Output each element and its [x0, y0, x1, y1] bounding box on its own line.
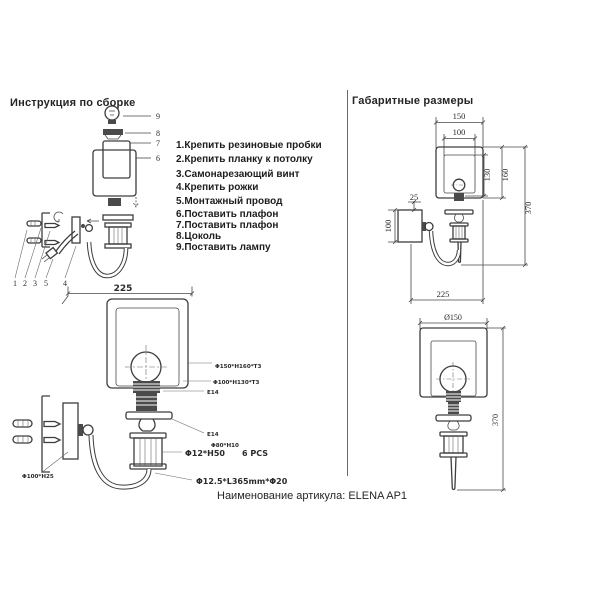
- side-wall-plate: [398, 210, 422, 242]
- side-socket: [454, 193, 464, 201]
- rotate-arrow-icon: [54, 212, 63, 222]
- step-3: 3.Самонарезающий винт: [176, 168, 300, 180]
- article-name: Наименование артикула: ELENA AP1: [217, 490, 408, 502]
- label-arm: Φ12.5*L365mm*Φ20: [196, 477, 288, 486]
- label-disc: Φ80*H10: [211, 443, 239, 449]
- down-arrow-icon: [134, 197, 139, 207]
- detail-bracket: [42, 396, 50, 472]
- sleeve-body: [134, 438, 162, 466]
- dim-dia150: Ø150: [444, 313, 462, 322]
- dim-225-detail: 225: [113, 284, 133, 294]
- inner-shade: [103, 141, 130, 178]
- left-arrow-icon: [87, 219, 99, 223]
- section-divider: [347, 90, 348, 476]
- detail-screws: [44, 422, 60, 443]
- detail-wall-plate: [63, 403, 78, 459]
- side-plate: [445, 210, 473, 214]
- mounting-bar: [42, 213, 50, 247]
- callout-5: 5: [44, 279, 48, 288]
- dim-225-side: 225: [436, 289, 450, 299]
- callout-3: 3: [33, 279, 37, 288]
- step-9: 9.Поставить лампу: [176, 241, 271, 253]
- step-2: 2.Крепить планку к потолку: [176, 153, 313, 165]
- detail-plate: [126, 412, 172, 419]
- screws: [45, 224, 59, 245]
- side-view-drawing: [385, 105, 550, 310]
- detail-drawing: [5, 283, 295, 495]
- side-arm: [431, 231, 459, 264]
- step-4: 4.Крепить рожки: [176, 182, 259, 194]
- front-view-drawing: [400, 310, 550, 495]
- sleeve-flange-top: [130, 433, 166, 438]
- detail-outer-shade: [107, 299, 188, 388]
- dim-100-plate: 100: [383, 219, 393, 233]
- detail-anchors: [13, 420, 32, 443]
- assembly-title: Инструкция по сборке: [10, 97, 136, 109]
- side-knob: [425, 223, 433, 231]
- socket-icon: [103, 129, 123, 139]
- arm-knob: [86, 225, 93, 232]
- front-inner-shade: [431, 341, 476, 396]
- label-shade-outer: Φ150*H160*T3: [215, 364, 262, 370]
- detail-knob: [83, 425, 93, 435]
- wall-plate: [72, 217, 80, 243]
- detail-inner-shade: [116, 308, 179, 386]
- side-inner-shade: [444, 155, 475, 193]
- dim-150: 150: [452, 111, 466, 121]
- callout-4: 4: [63, 279, 67, 288]
- detail-socket: [133, 381, 160, 411]
- label-sleeve: Φ12*H50: [185, 449, 225, 458]
- step-1: 1.Крепить резиновые пробки: [176, 140, 322, 151]
- label-socket-lower: E14: [207, 432, 219, 438]
- dim-370-side: 370: [523, 201, 533, 215]
- holder-block: [108, 198, 121, 206]
- anchor-plugs: [27, 221, 41, 243]
- bulb-icon: [105, 106, 119, 124]
- step-7: 7.Поставить плафон: [176, 220, 279, 232]
- label-socket-upper: E14: [207, 390, 219, 396]
- detail-neck: [139, 419, 155, 431]
- step-5: 5.Монтажный провод: [176, 195, 283, 207]
- callout-1: 1: [13, 279, 17, 288]
- callout-7: 7: [156, 139, 160, 148]
- dim-160: 160: [500, 168, 510, 182]
- callout-8: 8: [156, 129, 160, 138]
- label-sleeve-qty: 6 PCS: [242, 449, 268, 458]
- front-outer-shade: [420, 328, 487, 397]
- label-backplate: Φ100*H25: [22, 474, 54, 480]
- front-stem: [451, 457, 456, 490]
- assembly-steps: [176, 141, 346, 254]
- step-8: 8.Цоколь: [176, 230, 222, 242]
- callout-6: 6: [156, 154, 160, 163]
- candle-flange-bottom: [105, 244, 131, 248]
- dimensions-title: Габаритные размеры: [352, 95, 474, 107]
- front-plate: [436, 415, 471, 421]
- assembly-diagram: [5, 98, 195, 288]
- label-shade-inner: Φ100*H130*T3: [213, 380, 260, 386]
- step-6: 6.Поставить плафон: [176, 209, 279, 221]
- callout-2: 2: [23, 279, 27, 288]
- dim-25: 25: [409, 192, 419, 202]
- plate: [103, 215, 133, 220]
- curved-arm: [89, 242, 126, 276]
- dim-130: 130: [482, 168, 492, 182]
- front-socket: [446, 391, 461, 414]
- dim-370-front: 370: [491, 414, 500, 426]
- dim-100-top: 100: [452, 127, 466, 137]
- callout-9: 9: [156, 112, 160, 121]
